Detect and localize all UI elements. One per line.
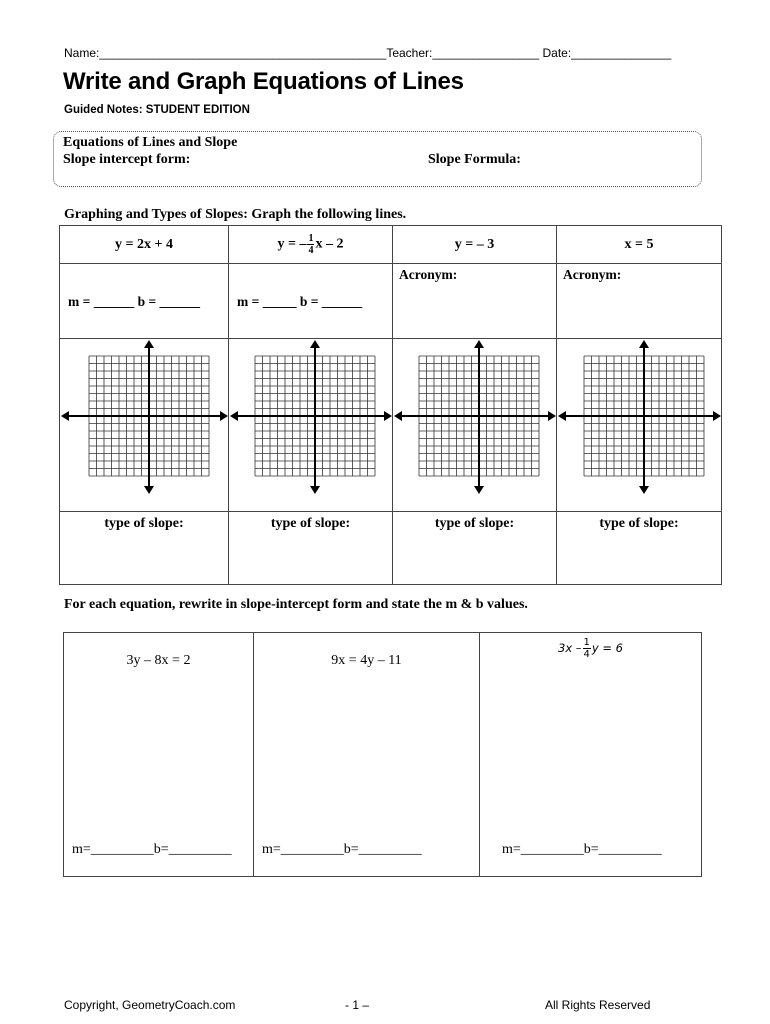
axis-arrow [144,486,154,494]
section2-heading: For each equation, rewrite in slope-intercept form and state the m & b values. [64,597,528,612]
fraction: $\frac{1}{4}$ [583,637,590,660]
coordinate-grid[interactable] [229,339,393,506]
footer-page-number: - 1 – [345,998,370,1012]
section1-heading: Graphing and Types of Slopes: Graph the following lines. [64,207,407,222]
slope-type-cell[interactable]: type of slope: [557,512,722,585]
mb-cell[interactable]: m = _____ b = ______ [229,264,393,339]
mb-row [60,264,722,339]
axis-arrow [713,411,721,421]
mb-cell[interactable]: m = ______ b = ______ [60,264,229,339]
rewrite-table [63,632,702,877]
axis-arrow [310,486,320,494]
date-label: Date: [542,46,572,60]
problem-equation: 3x – $\frac{1}{4}$ y = 6 [558,637,623,660]
axis-arrow [639,486,649,494]
slope-formula-label: Slope Formula: [428,152,521,167]
mb-answer[interactable]: m=_________b=_________ [502,842,662,857]
equation-cell: y = 2x + 4 [60,226,229,264]
problem-cell[interactable] [64,633,254,877]
date-blank[interactable]: _______________ [571,46,672,60]
name-blank[interactable]: ___________________________________________ [99,46,387,60]
axis-arrow [61,411,69,421]
slope-notes-box [53,131,702,187]
graph-row [60,339,722,512]
axis-arrow [144,340,154,348]
footer-rights: All Rights Reserved [545,998,651,1012]
page-title: Write and Graph Equations of Lines [63,68,464,95]
equation-cell: x = 5 [557,226,722,264]
slope-type-cell[interactable]: type of slope: [393,512,557,585]
axis-arrow [548,411,556,421]
fraction: $\frac{1}{4}$ [308,233,314,256]
name-label: Name: [64,46,100,60]
problem-cell[interactable] [254,633,480,877]
coordinate-grid[interactable] [60,339,229,506]
equation-row [60,226,722,264]
problem-equation: 9x = 4y – 11 [331,653,402,668]
coordinate-grid[interactable] [557,339,722,506]
slope-intercept-label: Slope intercept form: [63,152,191,167]
acronym-cell[interactable]: Acronym: [393,264,557,339]
header-line [64,46,671,60]
axis-arrow [474,486,484,494]
acronym-cell[interactable]: Acronym: [557,264,722,339]
axis-arrow [394,411,402,421]
teacher-blank[interactable]: ________________ [432,46,540,60]
equation-cell: y = – 3 [393,226,557,264]
axis-arrow [558,411,566,421]
problem-equation: 3y – 8x = 2 [126,653,191,668]
axis-arrow [220,411,228,421]
axis-arrow [639,340,649,348]
page-subtitle: Guided Notes: STUDENT EDITION [64,104,250,116]
problem-cell[interactable] [480,633,702,877]
slope-type-cell[interactable]: type of slope: [60,512,229,585]
teacher-label: Teacher: [386,46,433,60]
equation-cell: y = – $\frac{1}{4}$ x – 2 [229,226,393,264]
graph-cell[interactable] [557,339,722,512]
footer-copyright: Copyright, GeometryCoach.com [64,998,236,1012]
box-heading: Equations of Lines and Slope [63,135,238,150]
slope-row [60,512,722,585]
axis-arrow [384,411,392,421]
graph-cell[interactable] [60,339,229,512]
mb-answer[interactable]: m=_________b=_________ [72,842,232,857]
mb-answer[interactable]: m=_________b=_________ [262,842,422,857]
graphing-table [59,225,722,585]
axis-arrow [474,340,484,348]
axis-arrow [310,340,320,348]
graph-cell[interactable] [393,339,557,512]
graph-cell[interactable] [229,339,393,512]
slope-type-cell[interactable]: type of slope: [229,512,393,585]
coordinate-grid[interactable] [393,339,557,506]
axis-arrow [230,411,238,421]
